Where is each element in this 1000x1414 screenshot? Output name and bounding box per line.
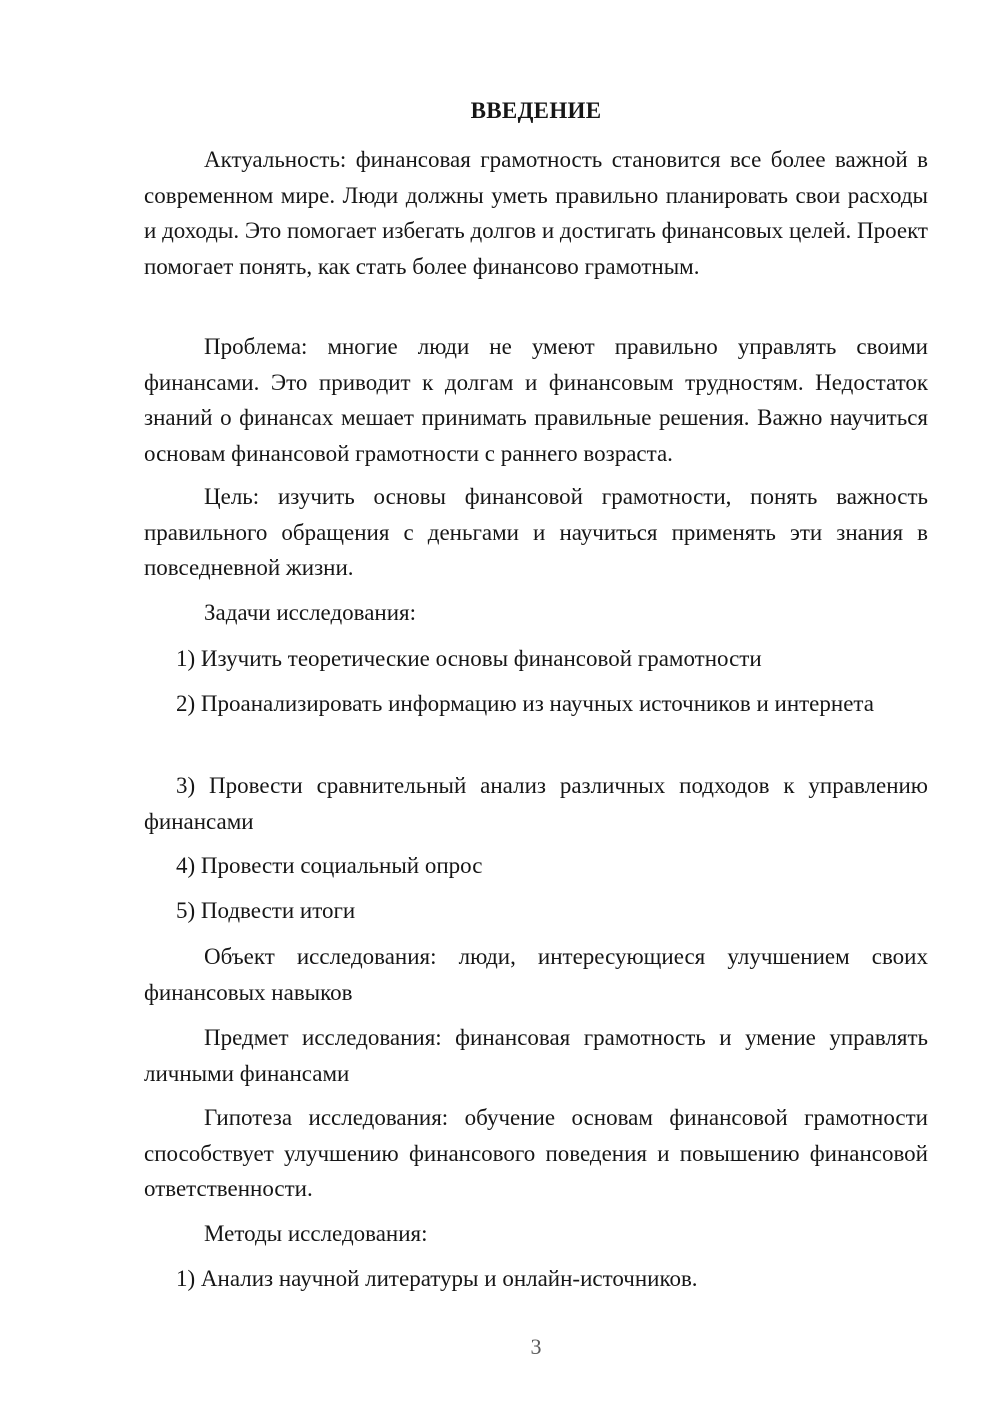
- list-item-method-1: 1) Анализ научной литературы и онлайн-источников.: [176, 1266, 698, 1291]
- paragraph-object: Объект исследования: люди, интересующиеся улучшением своих финансовых навыков: [144, 944, 928, 1005]
- list-item-task-5: 5) Подвести итоги: [176, 898, 356, 923]
- section-title: ВВЕДЕНИЕ: [470, 98, 602, 123]
- paragraph-subject: Предмет исследования: финансовая грамотность и умение управлять личными финансами: [144, 1025, 928, 1086]
- paragraph-tasks-heading: Задачи исследования:: [204, 600, 417, 625]
- paragraph-problem: Проблема: многие люди не умеют правильно управлять своими финансами. Это приводит к долгам и финансовым трудностям. Недостаток знаний о финансах мешает принимать правильные решения. Важно научиться основам финансовой грамотности с раннего возраста.: [144, 334, 928, 466]
- list-item-task-2: 2) Проанализировать информацию из научных источников и интернета: [176, 691, 874, 716]
- list-item-task-1: 1) Изучить теоретические основы финансовой грамотности: [176, 646, 762, 671]
- paragraph-goal: Цель: изучить основы финансовой грамотности, понять важность правильного обращения с деньгами и научиться применять эти знания в повседневной жизни.: [144, 484, 928, 580]
- paragraph-hypothesis: Гипотеза исследования: обучение основам финансовой грамотности способствует улучшению финансового поведения и повышению финансовой ответственности.: [144, 1105, 928, 1201]
- paragraph-methods-heading: Методы исследования:: [204, 1221, 428, 1246]
- list-item-task-4: 4) Провести социальный опрос: [176, 853, 483, 878]
- page-number: 3: [530, 1334, 542, 1359]
- paragraph-relevance: Актуальность: финансовая грамотность становится все более важной в современном мире. Люди должны уметь правильно планировать свои расходы и доходы. Это помогает избегать долгов и достигать финансовых целей. Проект помогает понять, как стать более финансово грамотным.: [144, 147, 928, 279]
- list-item-task-3: 3) Провести сравнительный анализ различных подходов к управлению финансами: [144, 773, 928, 834]
